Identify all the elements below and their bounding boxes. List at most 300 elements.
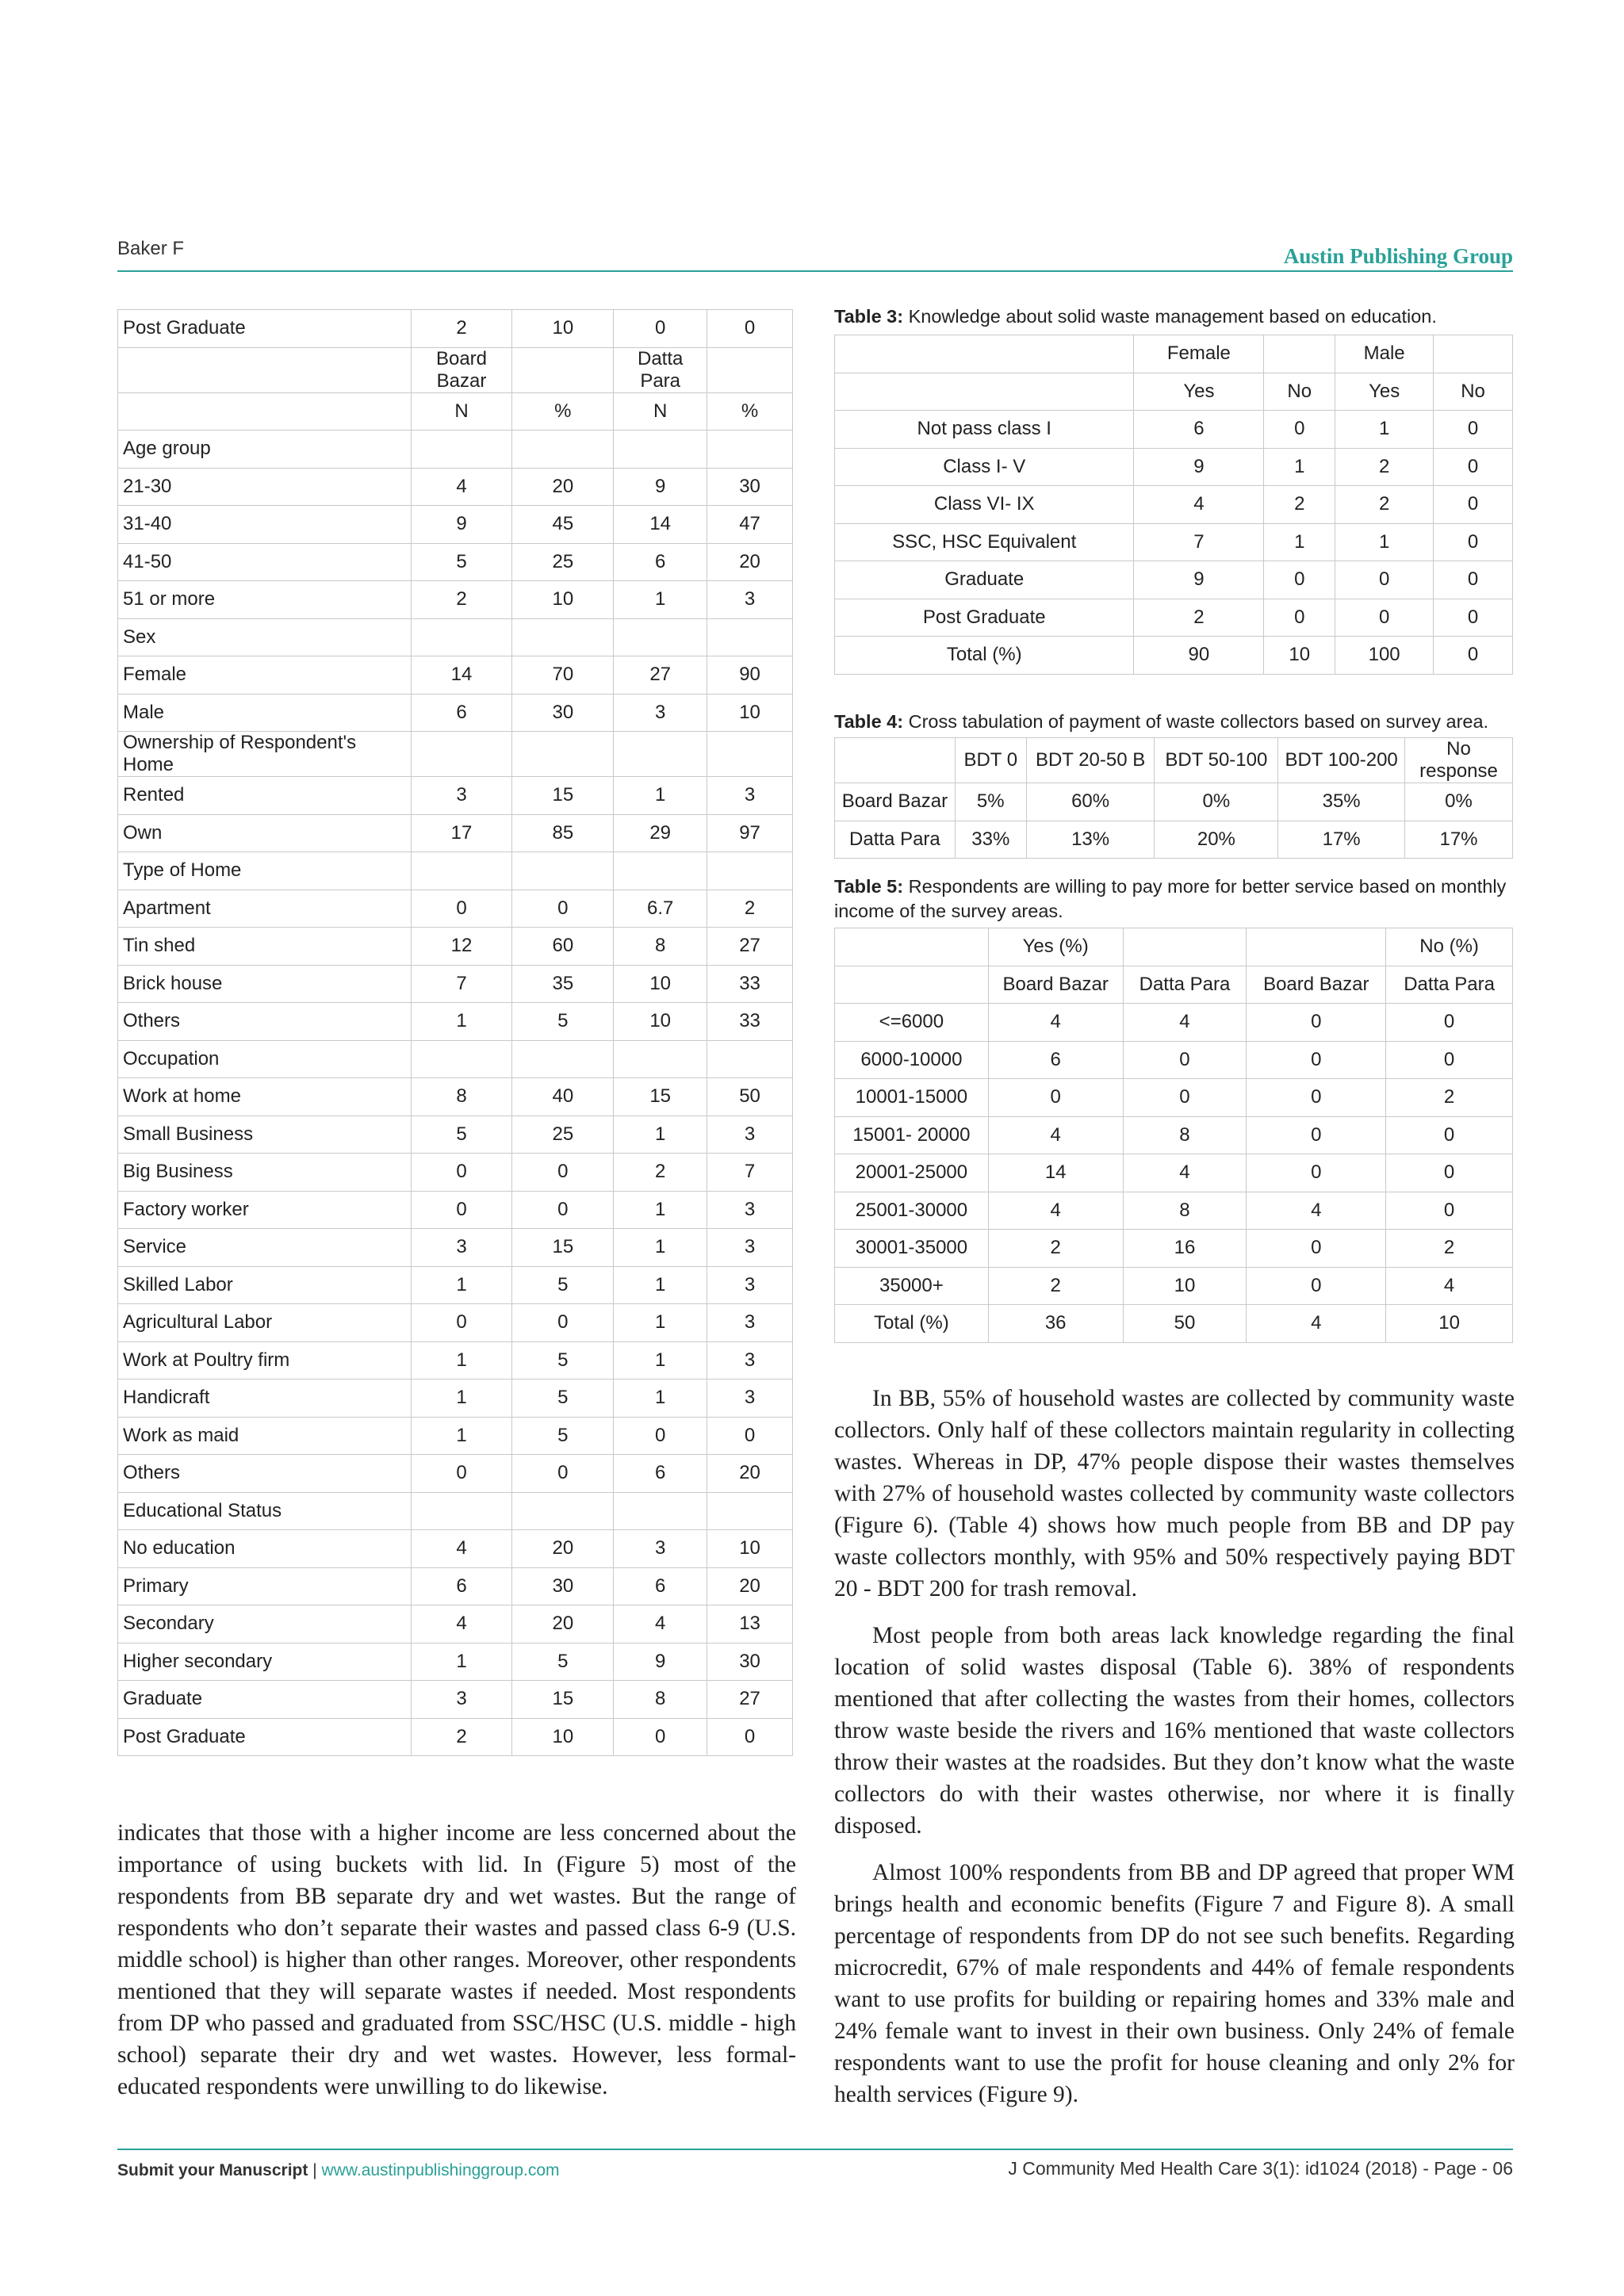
table2-cell: 3	[707, 1341, 793, 1380]
table2-cell: 9	[411, 506, 512, 544]
table2-row	[118, 656, 793, 695]
table2-cell	[411, 732, 512, 777]
table2-cell: 3	[707, 1229, 793, 1267]
table5-cell: 30001-35000	[835, 1230, 989, 1268]
table2-cell: 20	[707, 1455, 793, 1493]
table5-cell: 2	[988, 1230, 1123, 1268]
table5-row	[835, 1041, 1513, 1079]
table2-row	[118, 777, 793, 815]
table4-cell: 35%	[1278, 783, 1405, 821]
table2-cell: Age group	[118, 430, 412, 469]
table5-cell: 25001-30000	[835, 1192, 989, 1230]
table4-cell: BDT 0	[955, 738, 1026, 783]
table3-row	[835, 448, 1513, 486]
table2-cell: 9	[614, 468, 707, 506]
table2-cell: Rented	[118, 777, 412, 815]
table2-cell	[614, 1040, 707, 1078]
table2-cell: 10	[614, 1003, 707, 1041]
table2-cell: Educational Status	[118, 1492, 412, 1530]
table2-cell: 33	[707, 1003, 793, 1041]
table5-cell: 2	[1386, 1079, 1513, 1117]
table2-cell: 30	[512, 1567, 614, 1605]
table3-cell: 2	[1134, 599, 1264, 637]
table2-cell: 10	[614, 965, 707, 1003]
table2-cell: 5	[512, 1341, 614, 1380]
table5-cell: 2	[988, 1267, 1123, 1305]
table3-cell: SSC, HSC Equivalent	[835, 523, 1134, 561]
table4-cell: 17%	[1278, 821, 1405, 859]
table2-cell: 40	[512, 1078, 614, 1116]
table-5-willingness	[834, 928, 1513, 1343]
right-text-paragraph: Most people from both areas lack knowledge regarding the final location of solid wastes disposal (Table 6). 38% of respondents mentioned that after collecting the wastes from their homes, collectors throw waste beside the rivers and 16% mentioned that waste collectors throw their wastes at the roadsides. But they don’t know what the waste collectors do with their wastes otherwise, nor where it is finally disposed.	[834, 1623, 1515, 1839]
table2-cell: 25	[512, 1115, 614, 1154]
table2-cell: Skilled Labor	[118, 1266, 412, 1304]
table2-cell: 3	[411, 1229, 512, 1267]
table2-cell: 0	[411, 1154, 512, 1192]
table5-cell: 0	[1386, 1116, 1513, 1154]
table2-cell: 0	[707, 310, 793, 348]
table2-cell: Type of Home	[118, 852, 412, 890]
table2-cell: Datta Para	[614, 347, 707, 392]
table2-row	[118, 468, 793, 506]
table2-cell: 20	[512, 1530, 614, 1568]
header-author: Baker F	[117, 238, 185, 259]
table2-row	[118, 506, 793, 544]
table2-cell: 0	[411, 1455, 512, 1493]
table5-cell: 4	[1386, 1267, 1513, 1305]
table3-cell: No	[1434, 373, 1513, 411]
table2-cell: 45	[512, 506, 614, 544]
table2-cell: 1	[614, 1380, 707, 1418]
table2-cell: N	[411, 392, 512, 430]
table2-row	[118, 1115, 793, 1154]
table4-cell: 17%	[1405, 821, 1513, 859]
table2-cell: 2	[707, 890, 793, 928]
table5-cell: 10001-15000	[835, 1079, 989, 1117]
table5-cell: 0	[1123, 1041, 1247, 1079]
table2-cell: Brick house	[118, 965, 412, 1003]
table2-cell: 35	[512, 965, 614, 1003]
table2-cell: Primary	[118, 1567, 412, 1605]
table5-cell: 8	[1123, 1116, 1247, 1154]
table3-cell: 0	[1335, 599, 1434, 637]
table5-cell: 6	[988, 1041, 1123, 1079]
table5-row	[835, 1079, 1513, 1117]
table2-cell	[411, 430, 512, 469]
table5-cell: 0	[1247, 1041, 1386, 1079]
table4-cell: 0%	[1405, 783, 1513, 821]
table2-cell: Higher secondary	[118, 1643, 412, 1681]
table2-cell: 15	[512, 777, 614, 815]
table2-cell: 6	[411, 694, 512, 732]
table2-cell: 1	[614, 1229, 707, 1267]
table2-cell: Ownership of Respondent's Home	[118, 732, 412, 777]
table2-cell: 14	[614, 506, 707, 544]
table2-row	[118, 1266, 793, 1304]
table5-cell: 6000-10000	[835, 1041, 989, 1079]
table2-row	[118, 1643, 793, 1681]
table5-cell: 0	[1386, 1041, 1513, 1079]
table5-cell: 0	[1386, 1004, 1513, 1042]
table2-cell: 1	[614, 1341, 707, 1380]
table5-cell: 4	[988, 1192, 1123, 1230]
table2-cell: 8	[411, 1078, 512, 1116]
table2-row	[118, 1078, 793, 1116]
table3-row	[835, 637, 1513, 675]
table2-row	[118, 694, 793, 732]
table3-cell: 9	[1134, 448, 1264, 486]
table2-cell: 10	[707, 694, 793, 732]
table2-cell: Male	[118, 694, 412, 732]
table2-cell: 3	[411, 777, 512, 815]
table2-cell: 9	[614, 1643, 707, 1681]
right-text-paragraph: Almost 100% respondents from BB and DP agreed that proper WM brings health and economic benefits (Figure 7 and Figure 8). A small percentage of respondents from DP do not see such benefits. Regarding microcredit, 67% of male respondents and 44% of female respondents want to use profits for building or repairing homes and 33% male and 24% female want to invest in their own business. Only 24% of female respondents want to use the profit for house cleaning and only 2% for health services (Figure 9).	[834, 1860, 1515, 2107]
table2-cell: 60	[512, 928, 614, 966]
table5-cell: 50	[1123, 1305, 1247, 1343]
table3-cell: 10	[1264, 637, 1335, 675]
table2-cell: 5	[512, 1380, 614, 1418]
table3-cell	[1434, 335, 1513, 373]
table3-cell: 0	[1264, 561, 1335, 599]
table4-cell: 13%	[1026, 821, 1155, 859]
table2-cell: 3	[707, 1191, 793, 1229]
table2-cell: Secondary	[118, 1605, 412, 1644]
table-2-demographics	[117, 309, 793, 1756]
table2-cell: 10	[512, 581, 614, 619]
table2-cell: 0	[411, 890, 512, 928]
table2-row	[118, 1040, 793, 1078]
table3-row	[835, 523, 1513, 561]
table5-cell: 0	[1386, 1192, 1513, 1230]
table2-cell: 0	[707, 1417, 793, 1455]
right-text-paragraph: In BB, 55% of household wastes are collected by community waste collectors. Only half of these collectors maintain regularity in collecting wastes. Whereas in DP, 47% people dispose their wastes themselves with 27% of household wastes collected by community waste collectors (Figure 6). (Table 4) shows how much people from BB and DP pay waste collectors monthly, with 95% and 50% respectively paying BDT 20 - BDT 200 for trash removal.	[834, 1386, 1515, 1601]
table2-cell	[411, 852, 512, 890]
table2-row	[118, 581, 793, 619]
table3-cell	[835, 373, 1134, 411]
table2-cell: 5	[411, 1115, 512, 1154]
table5-row	[835, 1116, 1513, 1154]
table3-row	[835, 599, 1513, 637]
table2-cell: Sex	[118, 618, 412, 656]
table2-cell: 51 or more	[118, 581, 412, 619]
header-rule	[117, 270, 1513, 272]
table5-cell: Board Bazar	[1247, 966, 1386, 1004]
table3-cell: Yes	[1335, 373, 1434, 411]
table5-cell: 0	[1386, 1154, 1513, 1192]
table5-cell	[835, 966, 989, 1004]
table3-cell: 0	[1434, 637, 1513, 675]
table2-row	[118, 814, 793, 852]
table2-cell: 0	[512, 1154, 614, 1192]
table3-cell: 0	[1264, 599, 1335, 637]
table3-cell: Yes	[1134, 373, 1264, 411]
table2-cell: 30	[707, 1643, 793, 1681]
table2-cell: 6.7	[614, 890, 707, 928]
table2-cell: Apartment	[118, 890, 412, 928]
table-4-caption-text: Cross tabulation of payment of waste collectors based on survey area.	[903, 711, 1489, 732]
table5-cell: Board Bazar	[988, 966, 1123, 1004]
table2-cell: 97	[707, 814, 793, 852]
table2-cell: 27	[707, 1681, 793, 1719]
table2-cell	[614, 852, 707, 890]
table2-cell: 3	[707, 581, 793, 619]
table3-row	[835, 335, 1513, 373]
table2-cell: 4	[411, 468, 512, 506]
table5-cell: 0	[988, 1079, 1123, 1117]
table2-cell: 1	[614, 1115, 707, 1154]
table2-cell: 90	[707, 656, 793, 695]
table2-cell: 0	[512, 890, 614, 928]
table5-cell: 4	[1123, 1004, 1247, 1042]
table5-cell: 0	[1247, 1230, 1386, 1268]
table2-cell: 3	[707, 777, 793, 815]
table2-row	[118, 1154, 793, 1192]
table2-cell: Tin shed	[118, 928, 412, 966]
table2-cell	[512, 732, 614, 777]
table2-cell: 15	[512, 1229, 614, 1267]
table3-cell: 9	[1134, 561, 1264, 599]
table-5-caption	[834, 874, 1515, 924]
table2-cell: Work as maid	[118, 1417, 412, 1455]
table2-cell: 30	[707, 468, 793, 506]
table2-cell: No education	[118, 1530, 412, 1568]
table2-cell: 3	[707, 1380, 793, 1418]
table2-row	[118, 1530, 793, 1568]
table5-cell: 35000+	[835, 1267, 989, 1305]
table2-row	[118, 1229, 793, 1267]
table2-cell	[411, 1492, 512, 1530]
table2-cell: 3	[707, 1266, 793, 1304]
table2-cell: 4	[411, 1530, 512, 1568]
table2-row	[118, 1718, 793, 1756]
table5-cell	[1123, 928, 1247, 966]
table2-row	[118, 732, 793, 777]
table5-cell: 4	[1247, 1192, 1386, 1230]
table2-cell: 50	[707, 1078, 793, 1116]
table5-cell: Datta Para	[1123, 966, 1247, 1004]
table3-cell: 6	[1134, 411, 1264, 449]
table2-row	[118, 347, 793, 392]
table2-cell: 20	[512, 1605, 614, 1644]
table3-cell: Class VI- IX	[835, 486, 1134, 524]
table4-row	[835, 821, 1513, 859]
table2-cell	[614, 430, 707, 469]
table5-cell: 10	[1386, 1305, 1513, 1343]
table5-cell: 10	[1123, 1267, 1247, 1305]
table2-cell	[707, 1492, 793, 1530]
table2-cell: 12	[411, 928, 512, 966]
table5-cell: Total (%)	[835, 1305, 989, 1343]
table2-cell: 7	[707, 1154, 793, 1192]
table3-cell: 0	[1434, 523, 1513, 561]
table2-cell: 15	[614, 1078, 707, 1116]
table2-cell	[614, 1492, 707, 1530]
table2-cell: 0	[614, 1718, 707, 1756]
table3-cell: 0	[1434, 486, 1513, 524]
table2-cell: 0	[512, 1191, 614, 1229]
table2-cell: Board Bazar	[411, 347, 512, 392]
table3-cell: 1	[1264, 448, 1335, 486]
table4-cell: 20%	[1155, 821, 1278, 859]
table3-cell: Class I- V	[835, 448, 1134, 486]
table2-row	[118, 852, 793, 890]
table5-row	[835, 1192, 1513, 1230]
table2-cell: Others	[118, 1455, 412, 1493]
table5-cell: 0	[1123, 1079, 1247, 1117]
table2-cell: 2	[411, 310, 512, 348]
table5-cell: <=6000	[835, 1004, 989, 1042]
table2-cell	[411, 1040, 512, 1078]
table2-cell: 8	[614, 1681, 707, 1719]
table3-cell: 0	[1434, 561, 1513, 599]
table2-cell: 10	[512, 310, 614, 348]
table2-cell	[512, 1040, 614, 1078]
table3-cell: Not pass class I	[835, 411, 1134, 449]
table4-cell: 60%	[1026, 783, 1155, 821]
table2-cell: Work at Poultry firm	[118, 1341, 412, 1380]
table5-cell	[835, 928, 989, 966]
table2-cell: 3	[411, 1681, 512, 1719]
table2-cell: Others	[118, 1003, 412, 1041]
table2-cell: 0	[707, 1718, 793, 1756]
footer-url-link[interactable]: www.austinpublishinggroup.com	[321, 2161, 560, 2179]
table2-cell: 1	[614, 1304, 707, 1342]
table2-cell	[411, 618, 512, 656]
table2-cell	[512, 1492, 614, 1530]
table2-cell: 5	[411, 543, 512, 581]
table2-cell: 2	[411, 581, 512, 619]
table2-cell: 1	[614, 1266, 707, 1304]
table2-row	[118, 1380, 793, 1418]
table2-cell: %	[512, 392, 614, 430]
table3-cell: 1	[1335, 523, 1434, 561]
table2-cell: 27	[707, 928, 793, 966]
table2-cell: 1	[411, 1266, 512, 1304]
table3-cell	[835, 335, 1134, 373]
table2-cell: 25	[512, 543, 614, 581]
table3-cell: 100	[1335, 637, 1434, 675]
table2-row	[118, 1191, 793, 1229]
table2-cell: 1	[614, 581, 707, 619]
table5-cell: 20001-25000	[835, 1154, 989, 1192]
table-4-caption	[834, 710, 1515, 734]
table2-cell	[707, 618, 793, 656]
table2-cell: 5	[512, 1643, 614, 1681]
table2-cell: 7	[411, 965, 512, 1003]
table2-cell: 1	[411, 1003, 512, 1041]
table2-cell: Work at home	[118, 1078, 412, 1116]
table-3-caption	[834, 304, 1515, 329]
table2-cell: 1	[411, 1643, 512, 1681]
table2-cell: 3	[614, 1530, 707, 1568]
table5-row	[835, 1154, 1513, 1192]
table2-row	[118, 310, 793, 348]
table2-cell	[512, 347, 614, 392]
table2-cell: Post Graduate	[118, 310, 412, 348]
table3-cell: Male	[1335, 335, 1434, 373]
table3-cell: 1	[1264, 523, 1335, 561]
table2-row	[118, 965, 793, 1003]
table2-cell: 20	[512, 468, 614, 506]
table2-cell: 0	[614, 310, 707, 348]
table2-cell: 10	[707, 1530, 793, 1568]
table2-cell: 3	[614, 694, 707, 732]
table2-cell	[707, 732, 793, 777]
table-5-label: Table 5:	[834, 876, 904, 897]
table2-cell: 14	[411, 656, 512, 695]
table2-cell: 30	[512, 694, 614, 732]
table3-cell: Female	[1134, 335, 1264, 373]
table2-cell	[614, 618, 707, 656]
table2-cell	[512, 430, 614, 469]
table3-cell: 0	[1335, 561, 1434, 599]
table5-row	[835, 1305, 1513, 1343]
table2-cell: Small Business	[118, 1115, 412, 1154]
table3-cell: 90	[1134, 637, 1264, 675]
table4-cell: No response	[1405, 738, 1513, 783]
table5-row	[835, 1230, 1513, 1268]
footer-citation: J Community Med Health Care 3(1): id1024 (2018) - Page - 06	[1008, 2158, 1513, 2179]
table2-cell: 33	[707, 965, 793, 1003]
table2-cell: 70	[512, 656, 614, 695]
table2-cell: Occupation	[118, 1040, 412, 1078]
table2-cell: 0	[512, 1304, 614, 1342]
table4-cell: Datta Para	[835, 821, 956, 859]
table2-row	[118, 928, 793, 966]
table2-cell: 85	[512, 814, 614, 852]
table2-cell: 41-50	[118, 543, 412, 581]
table2-cell: N	[614, 392, 707, 430]
table2-row	[118, 392, 793, 430]
table2-row	[118, 1003, 793, 1041]
table2-cell: 8	[614, 928, 707, 966]
table2-cell: 4	[411, 1605, 512, 1644]
table5-cell: Yes (%)	[988, 928, 1123, 966]
table4-cell: 5%	[955, 783, 1026, 821]
table2-cell: 5	[512, 1266, 614, 1304]
table2-row	[118, 1492, 793, 1530]
table2-cell: Big Business	[118, 1154, 412, 1192]
table5-cell: 4	[988, 1004, 1123, 1042]
table2-cell: Graduate	[118, 1681, 412, 1719]
table3-cell: 2	[1264, 486, 1335, 524]
table2-row	[118, 1455, 793, 1493]
table5-cell: 2	[1386, 1230, 1513, 1268]
table2-cell	[707, 347, 793, 392]
table3-cell: 0	[1434, 448, 1513, 486]
table-4-label: Table 4:	[834, 711, 904, 732]
table2-cell: Own	[118, 814, 412, 852]
table3-cell: 0	[1434, 411, 1513, 449]
table2-cell: 17	[411, 814, 512, 852]
table2-cell: 20	[707, 543, 793, 581]
table2-cell: 15	[512, 1681, 614, 1719]
table2-cell: 1	[614, 777, 707, 815]
table5-row	[835, 1267, 1513, 1305]
table3-cell: 7	[1134, 523, 1264, 561]
table4-cell: 0%	[1155, 783, 1278, 821]
left-text-paragraph: indicates that those with a higher income are less concerned about the importance of using buckets with lid. In (Figure 5) most of the respondents from BB separate dry and wet wastes. But the range of respondents who don’t separate their wastes and passed class 6-9 (U.S. middle school) is higher than other ranges. Moreover, other respondents mentioned that they will separate wastes if needed. Most respondents from DP who passed and graduated from SSC/HSC (U.S. middle - high school) separate their dry and wet wastes. However, less formal-educated respondents were unwilling to do likewise.	[117, 1820, 796, 2099]
table3-cell: No	[1264, 373, 1335, 411]
table3-cell: 2	[1335, 448, 1434, 486]
table3-cell: Total (%)	[835, 637, 1134, 675]
table3-row	[835, 373, 1513, 411]
table5-row	[835, 928, 1513, 966]
table2-row	[118, 1567, 793, 1605]
table5-cell: 36	[988, 1305, 1123, 1343]
table2-cell	[512, 618, 614, 656]
table3-cell: Graduate	[835, 561, 1134, 599]
